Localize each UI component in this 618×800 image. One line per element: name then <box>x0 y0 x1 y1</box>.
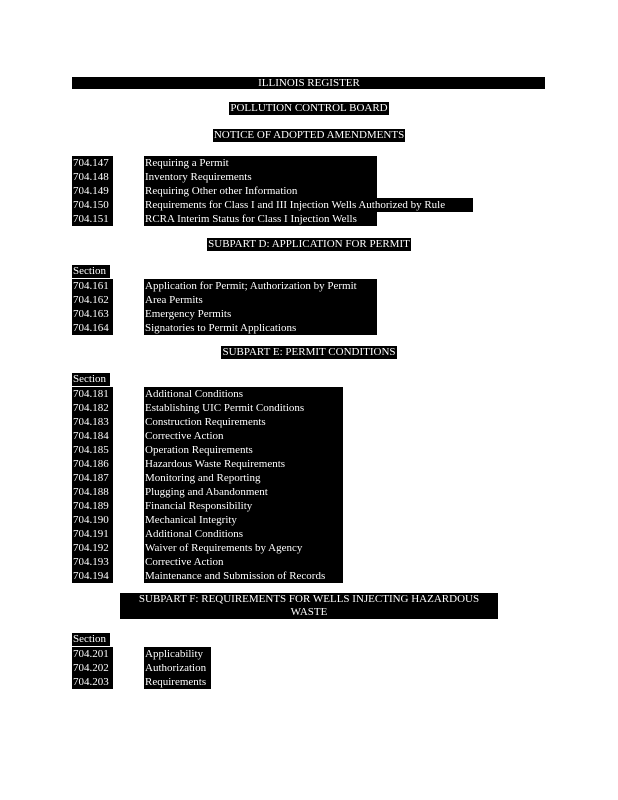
section-title: Additional Conditions <box>144 527 343 541</box>
section-number: 704.161 <box>72 279 113 293</box>
section-title: Additional Conditions <box>144 387 343 401</box>
section-title: Construction Requirements <box>144 415 343 429</box>
subpart-f-heading-line1: SUBPART F: REQUIREMENTS FOR WELLS INJECTING HAZARDOUS <box>138 593 480 605</box>
section-number: 704.163 <box>72 307 113 321</box>
section-number: 704.148 <box>72 170 113 184</box>
subpart-d-heading <box>0 238 618 251</box>
section-label: Section <box>72 633 110 646</box>
section-number: 704.193 <box>72 555 113 569</box>
section-number: 704.186 <box>72 457 113 471</box>
board-heading <box>0 102 618 115</box>
section-number: 704.183 <box>72 415 113 429</box>
section-number: 704.182 <box>72 401 113 415</box>
section-number: 704.188 <box>72 485 113 499</box>
section-number: 704.202 <box>72 661 113 675</box>
section-title: Requirements <box>144 675 211 689</box>
section-title: Financial Responsibility <box>144 499 343 513</box>
section-number: 704.185 <box>72 443 113 457</box>
section-title: Signatories to Permit Applications <box>144 321 377 335</box>
section-label: Section <box>72 265 110 278</box>
section-number: 704.151 <box>72 212 113 226</box>
section-title: Requirements for Class I and III Injection Wells Authorized by Rule <box>144 198 473 212</box>
section-number: 704.191 <box>72 527 113 541</box>
subpart-d-heading-text: SUBPART D: APPLICATION FOR PERMIT <box>208 238 410 250</box>
notice-heading <box>0 129 618 142</box>
section-label: Section <box>72 373 110 386</box>
section-number: 704.192 <box>72 541 113 555</box>
register-title: ILLINOIS REGISTER <box>258 77 360 89</box>
section-number: 704.187 <box>72 471 113 485</box>
section-title: Mechanical Integrity <box>144 513 343 527</box>
section-number: 704.147 <box>72 156 113 170</box>
subpart-e-heading <box>0 346 618 359</box>
section-number: 704.201 <box>72 647 113 661</box>
section-title: Emergency Permits <box>144 307 377 321</box>
board-heading-text: POLLUTION CONTROL BOARD <box>230 102 388 114</box>
section-title: Corrective Action <box>144 429 343 443</box>
section-number: 704.189 <box>72 499 113 513</box>
section-title: Waiver of Requirements by Agency <box>144 541 343 555</box>
section-number: 704.184 <box>72 429 113 443</box>
section-title: Inventory Requirements <box>144 170 377 184</box>
section-title: Application for Permit; Authorization by Permit <box>144 279 377 293</box>
section-number: 704.194 <box>72 569 113 583</box>
section-title: Hazardous Waste Requirements <box>144 457 343 471</box>
section-title: Establishing UIC Permit Conditions <box>144 401 343 415</box>
section-number: 704.181 <box>72 387 113 401</box>
section-number: 704.203 <box>72 675 113 689</box>
section-number: 704.190 <box>72 513 113 527</box>
subpart-f-heading <box>120 593 498 619</box>
section-title: Plugging and Abandonment <box>144 485 343 499</box>
section-title: Maintenance and Submission of Records <box>144 569 343 583</box>
subpart-f-heading-line2: WASTE <box>290 606 328 618</box>
notice-heading-text: NOTICE OF ADOPTED AMENDMENTS <box>213 129 405 141</box>
section-title: Requiring a Permit <box>144 156 377 170</box>
section-title: Area Permits <box>144 293 377 307</box>
section-number: 704.149 <box>72 184 113 198</box>
section-number: 704.150 <box>72 198 113 212</box>
section-title: Applicability <box>144 647 211 661</box>
section-title: Requiring Other other Information <box>144 184 377 198</box>
section-title: Authorization <box>144 661 211 675</box>
section-title: RCRA Interim Status for Class I Injection Wells <box>144 212 377 226</box>
section-number: 704.164 <box>72 321 113 335</box>
section-title: Monitoring and Reporting <box>144 471 343 485</box>
subpart-e-heading-text: SUBPART E: PERMIT CONDITIONS <box>222 346 396 358</box>
section-number: 704.162 <box>72 293 113 307</box>
section-title: Corrective Action <box>144 555 343 569</box>
section-title: Operation Requirements <box>144 443 343 457</box>
